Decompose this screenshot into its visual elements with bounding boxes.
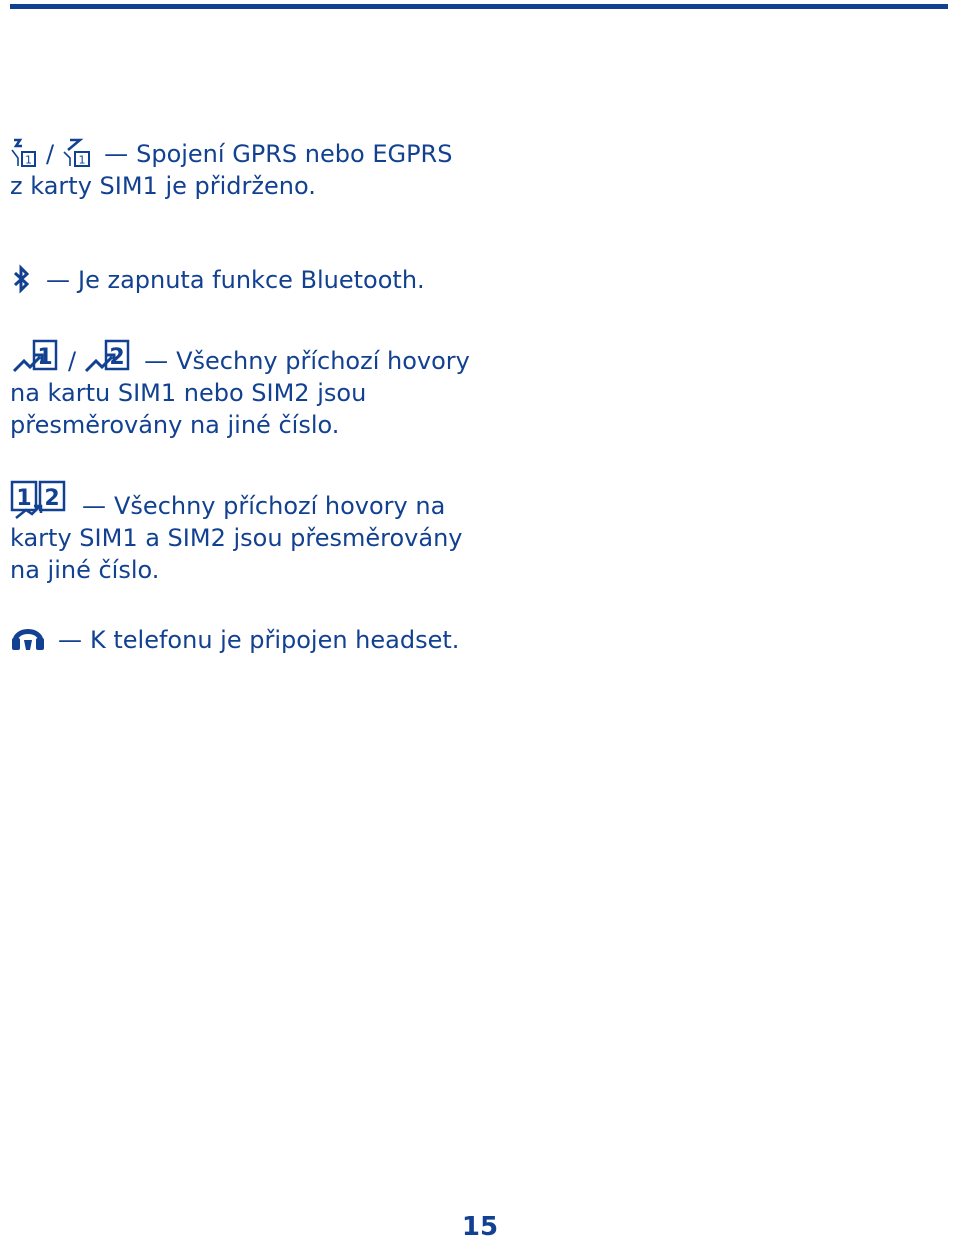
em-dash: —: [46, 266, 70, 294]
em-dash: —: [82, 492, 106, 520]
em-dash: —: [104, 140, 129, 168]
divert-sim1-icon: [10, 339, 60, 375]
indicator-entry-divert-single: [10, 339, 480, 441]
indicator-entry-gprs-hold: [10, 138, 480, 202]
divert-sim2-icon: [82, 339, 132, 375]
page-number: 15: [461, 1212, 499, 1242]
indicator-entry-bluetooth: [10, 264, 480, 296]
gprs-hold-sim1-icon: [10, 138, 38, 168]
entry-text-line2: na kartu SIM1 nebo SIM2 jsou: [10, 379, 367, 407]
svg-text:1: 1: [16, 486, 32, 511]
indicator-entry-headset: [10, 620, 480, 656]
top-rule: [10, 4, 948, 9]
indicator-entry-divert-both: [10, 480, 480, 586]
icon-separator: /: [68, 347, 77, 375]
svg-text:2: 2: [44, 486, 60, 511]
icon-separator: /: [46, 140, 55, 168]
entry-text-line3: přesměrovány na jiné číslo.: [10, 411, 340, 439]
headset-icon: [10, 620, 46, 654]
svg-text:1: 1: [37, 345, 53, 370]
entry-text-rest: z karty SIM1 je přidrženo.: [10, 172, 316, 200]
entry-text-first: Je zapnuta funkce Bluetooth.: [78, 266, 425, 294]
divert-sim1-sim2-icon: [10, 480, 70, 520]
em-dash: —: [58, 626, 82, 654]
entry-text-first: Všechny příchozí hovory na: [114, 492, 446, 520]
svg-text:2: 2: [109, 345, 125, 370]
entry-text-first: Všechny příchozí hovory: [176, 347, 470, 375]
svg-text:1: 1: [25, 153, 32, 167]
bluetooth-icon: [10, 264, 34, 294]
entry-text-line3: na jiné číslo.: [10, 556, 160, 584]
em-dash: —: [144, 347, 169, 375]
egprs-hold-sim1-icon: [60, 138, 92, 168]
entry-text-first: Spojení GPRS nebo EGPRS: [136, 140, 453, 168]
svg-text:1: 1: [78, 153, 86, 167]
entry-text-first: K telefonu je připojen headset.: [90, 626, 460, 654]
entry-text-line2: karty SIM1 a SIM2 jsou přesměrovány: [10, 524, 463, 552]
